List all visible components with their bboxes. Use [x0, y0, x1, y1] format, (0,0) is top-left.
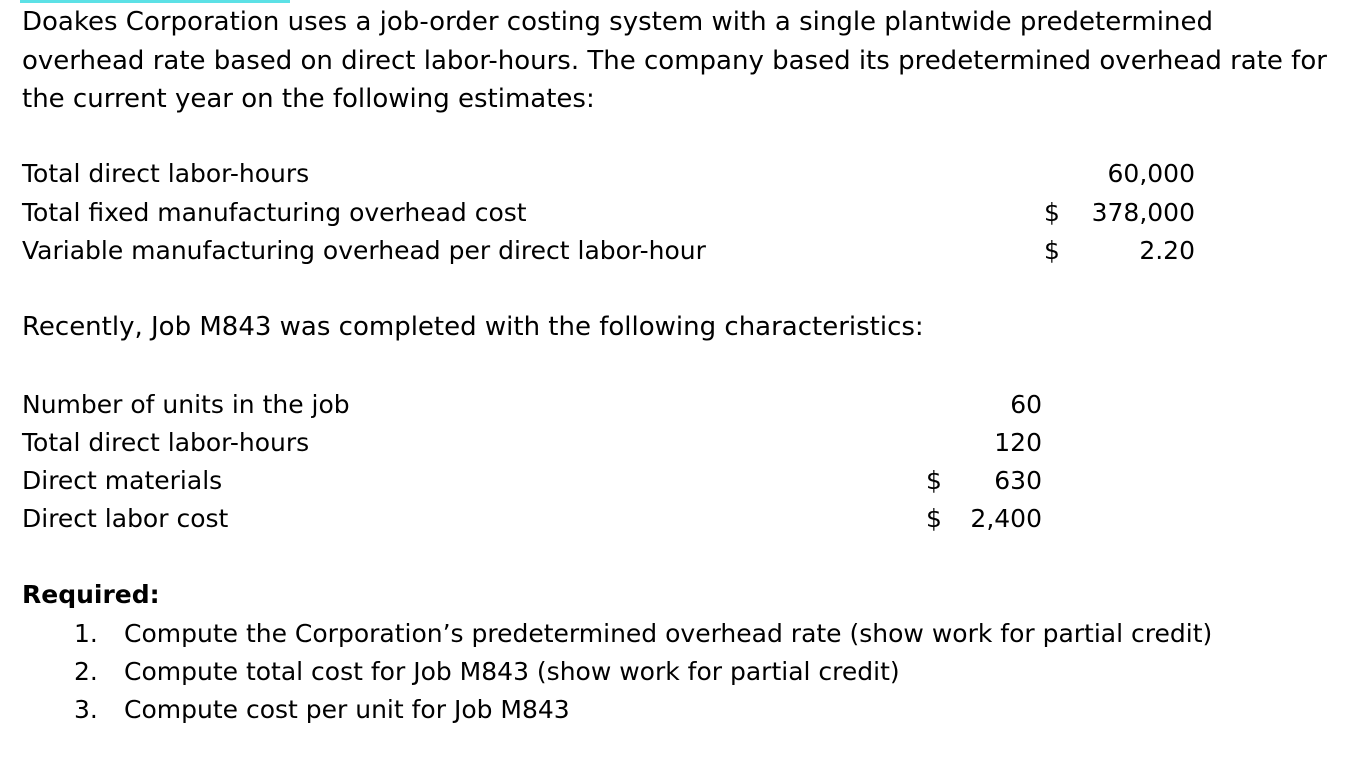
intro-paragraph: Doakes Corporation uses a job-order costing system with a single plantwide predetermined overhead rate based on direct labor-hours. The company based its predetermined overhead rate for the current year on the following estimates: — [22, 7, 1327, 114]
job-value: 60 — [1010, 390, 1042, 419]
job-sentence: Recently, Job M843 was completed with the following characteristics: — [22, 312, 924, 342]
job-label: Number of units in the job — [22, 390, 350, 419]
estimate-currency: $ — [1044, 198, 1060, 227]
estimate-currency: $ — [1044, 236, 1060, 265]
list-item-number: 1. — [74, 619, 98, 648]
list-item-text: Compute the Corporation’s predetermined overhead rate (show work for partial credit) — [124, 619, 1213, 648]
job-label: Direct materials — [22, 466, 223, 495]
job-currency: $ — [926, 466, 942, 495]
estimate-label: Variable manufacturing overhead per direct labor-hour — [22, 236, 706, 265]
job-value: 630 — [994, 466, 1042, 495]
estimate-label: Total direct labor-hours — [22, 159, 310, 188]
list-item-text: Compute total cost for Job M843 (show work for partial credit) — [124, 657, 900, 686]
list-item-number: 3. — [74, 695, 98, 724]
job-value: 120 — [994, 428, 1042, 457]
list-item-text: Compute cost per unit for Job M843 — [124, 695, 570, 724]
job-label: Total direct labor-hours — [22, 428, 310, 457]
list-item-number: 2. — [74, 657, 98, 686]
job-label: Direct labor cost — [22, 504, 229, 533]
required-heading: Required: — [22, 580, 160, 609]
estimate-value: 378,000 — [1091, 198, 1195, 227]
estimate-value: 60,000 — [1107, 159, 1195, 188]
job-currency: $ — [926, 504, 942, 533]
estimate-value: 2.20 — [1139, 236, 1195, 265]
estimate-label: Total fixed manufacturing overhead cost — [22, 198, 527, 227]
job-value: 2,400 — [970, 504, 1042, 533]
